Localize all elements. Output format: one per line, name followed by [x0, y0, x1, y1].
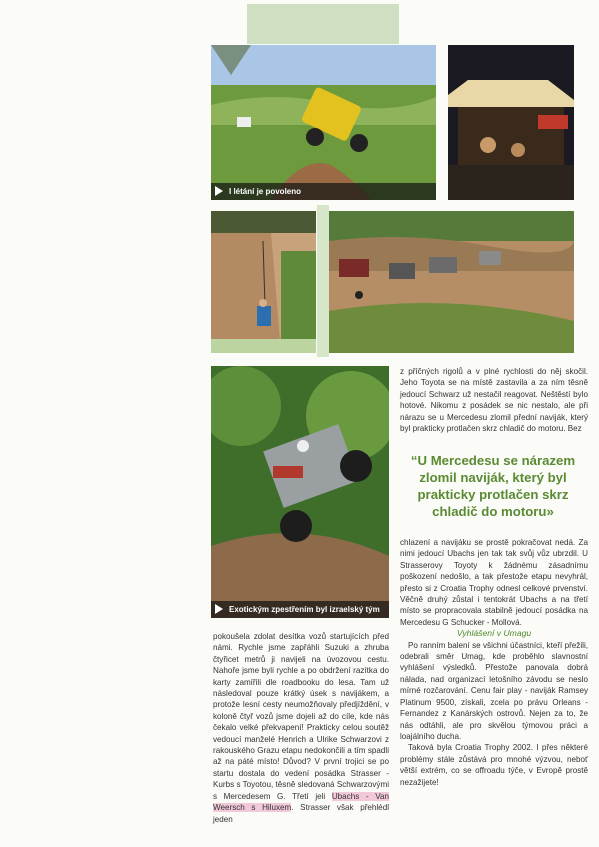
article-text-right-bottom — [400, 537, 588, 788]
decorative-green-band — [247, 4, 399, 44]
highlighted-text: Ubachs - Van Weersch s Hiluxem — [213, 791, 389, 813]
play-triangle-icon — [215, 186, 223, 196]
caption-text: I létání je povoleno — [229, 187, 302, 196]
photo-caption — [211, 183, 436, 200]
quote-open-mark: “ — [410, 453, 418, 468]
article-text-right-top — [400, 366, 588, 434]
paragraph: chlazení a navijáku se prostě pokračovat nedá. Za nimi jedoucí Ubachs jen tak tak svůj vůz ubrzdil. U Strasserovy Toyoty k žádnému zásadnímu poškození nedošlo, a tak přestože etapu nevyhrál, přesto si z Croatia Trophy odnesl celkové prvenství. Věčně druhý zůstal i tentokrát Ubachs a na třetí místo se propracovala stabilně jedoucí posádka na Mercedesu G Schucker - Mollová. — [400, 538, 588, 627]
decorative-green-strip — [317, 205, 329, 357]
photo-israeli-team — [211, 366, 389, 618]
caption-text: Exotickým zpestřením byl izraelský tým — [229, 605, 380, 614]
quote-text: U Mercedesu se nárazem zlomil naviják, který byl prakticky protlačen skrz chladič do motoru — [417, 453, 576, 519]
paragraph: z příčných rigolů a v plné rychlosti do něj skočil. Jeho Toyota se na místě zastavila a za ním těsně jedoucí Schwarz už nestačil reagovat. Neštěstí bylo hotové. Nikomu z posádek se nic nestalo, ale při nárazu se u Mercedesu zlomil přední naviják, který byl prakticky protlačen skrz chladič do motoru. Bez — [400, 367, 588, 434]
paragraph: Po ranním balení se všichni účastníci, kteří přežili, odebrali směr Umag, kde proběhlo slavnostní vyhlášení výsledků. Přestože panovala dobrá nálada, nad organizací letošního závodu se neslo mírné rozčarování. Cenu fair play - naviják Ramsey Platinum 9500, získali, zcela po právu Orleans - Fernandez z Kanárských ostrovů. Nejen za to, že nás odtáhli, ale pro skvělou týmovou práci a loajálního ducha. — [400, 640, 588, 741]
section-subheading: Vyhlášení v Umagu — [456, 628, 532, 639]
text-run: . Strasser však přehlédl jeden — [213, 803, 389, 824]
article-text-left — [213, 631, 389, 825]
paragraph — [213, 631, 389, 825]
play-triangle-icon — [215, 604, 223, 614]
photo-caption — [211, 601, 389, 618]
paragraph: Taková byla Croatia Trophy 2002. I přes některé problémy stále zůstává pro mnohé výzvou, neboť větší extrém, co se offroadu týče, v Evropě prostě nezažijete! — [400, 743, 588, 787]
pull-quote — [400, 452, 586, 520]
quote-close-mark: » — [546, 504, 554, 519]
photo-winch-cliff — [211, 211, 316, 353]
photo-jeep-climb — [211, 45, 436, 200]
photo-quarry-cars — [329, 211, 574, 353]
text-run: pokoušela zdolat desítka vozů startujících před námi. Rychle jsme zapřáhli Suzuki a zhruba čtyřicet metrů ji navijeli na úvozovou cestu. Nahoře jsme byli rychle a po obdržení razítka do karty zamířili dle roadbooku do lesa. Tam už následoval pouze krátký úsek s navijákem, a protože lesní cesty neumožňovaly předjíždění, v koloně čtyř vozů jsme dojeli až do cíle, kde nás čekalo velké překvapení! Prakticky celou soutěž vedoucí manželé Henrich a Ulrike Schwarzovi z rakouského Grazu etapu nedokončili a tím spadli až na páté místo! Důvod? V první trojici se po startu dostala do vedení posádka Strasser - Kurbs s Toyotou, těsně sledovaná Schwarzovými s Mercedesem G. Třetí jeli — [213, 632, 389, 801]
photo-night-camp — [448, 45, 574, 200]
